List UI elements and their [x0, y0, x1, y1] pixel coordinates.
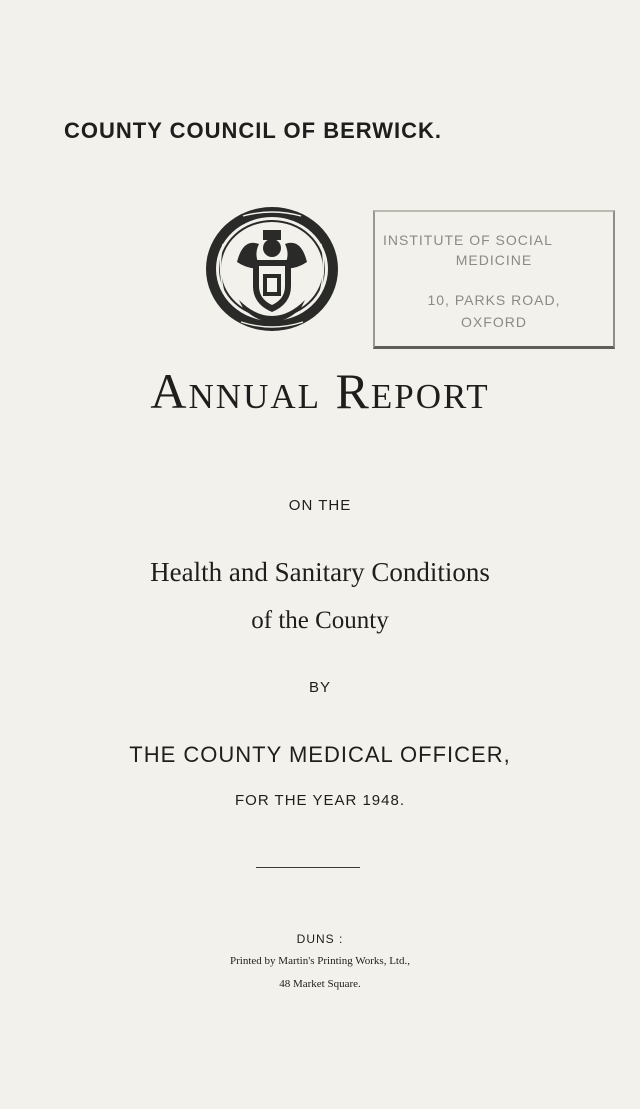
- officer-line: THE COUNTY MEDICAL OFFICER,: [129, 742, 511, 767]
- county-crest-icon: [203, 204, 341, 334]
- stamp-line-1: INSTITUTE OF SOCIAL: [383, 232, 553, 248]
- subtitle-line-2: of the County: [251, 607, 389, 634]
- printer-line-1: Printed by Martin's Printing Works, Ltd.,: [230, 955, 410, 967]
- divider-rule: [256, 867, 360, 868]
- on-the-label: ON THE: [288, 497, 352, 514]
- printer-town: DUNS :: [296, 932, 344, 946]
- printer-line-2: 48 Market Square.: [279, 978, 361, 990]
- subtitle-line-1: Health and Sanitary Conditions: [150, 557, 490, 587]
- report-title: Annual Report: [150, 363, 490, 419]
- library-stamp: [373, 210, 615, 349]
- stamp-line-4: OXFORD: [461, 314, 527, 330]
- year-line: FOR THE YEAR 1948.: [234, 792, 405, 809]
- stamp-line-2: MEDICINE: [455, 252, 533, 268]
- stamp-line-3: 10, PARKS ROAD,: [427, 292, 561, 308]
- council-heading: COUNTY COUNCIL OF BERWICK.: [64, 118, 443, 143]
- by-label: BY: [308, 679, 331, 696]
